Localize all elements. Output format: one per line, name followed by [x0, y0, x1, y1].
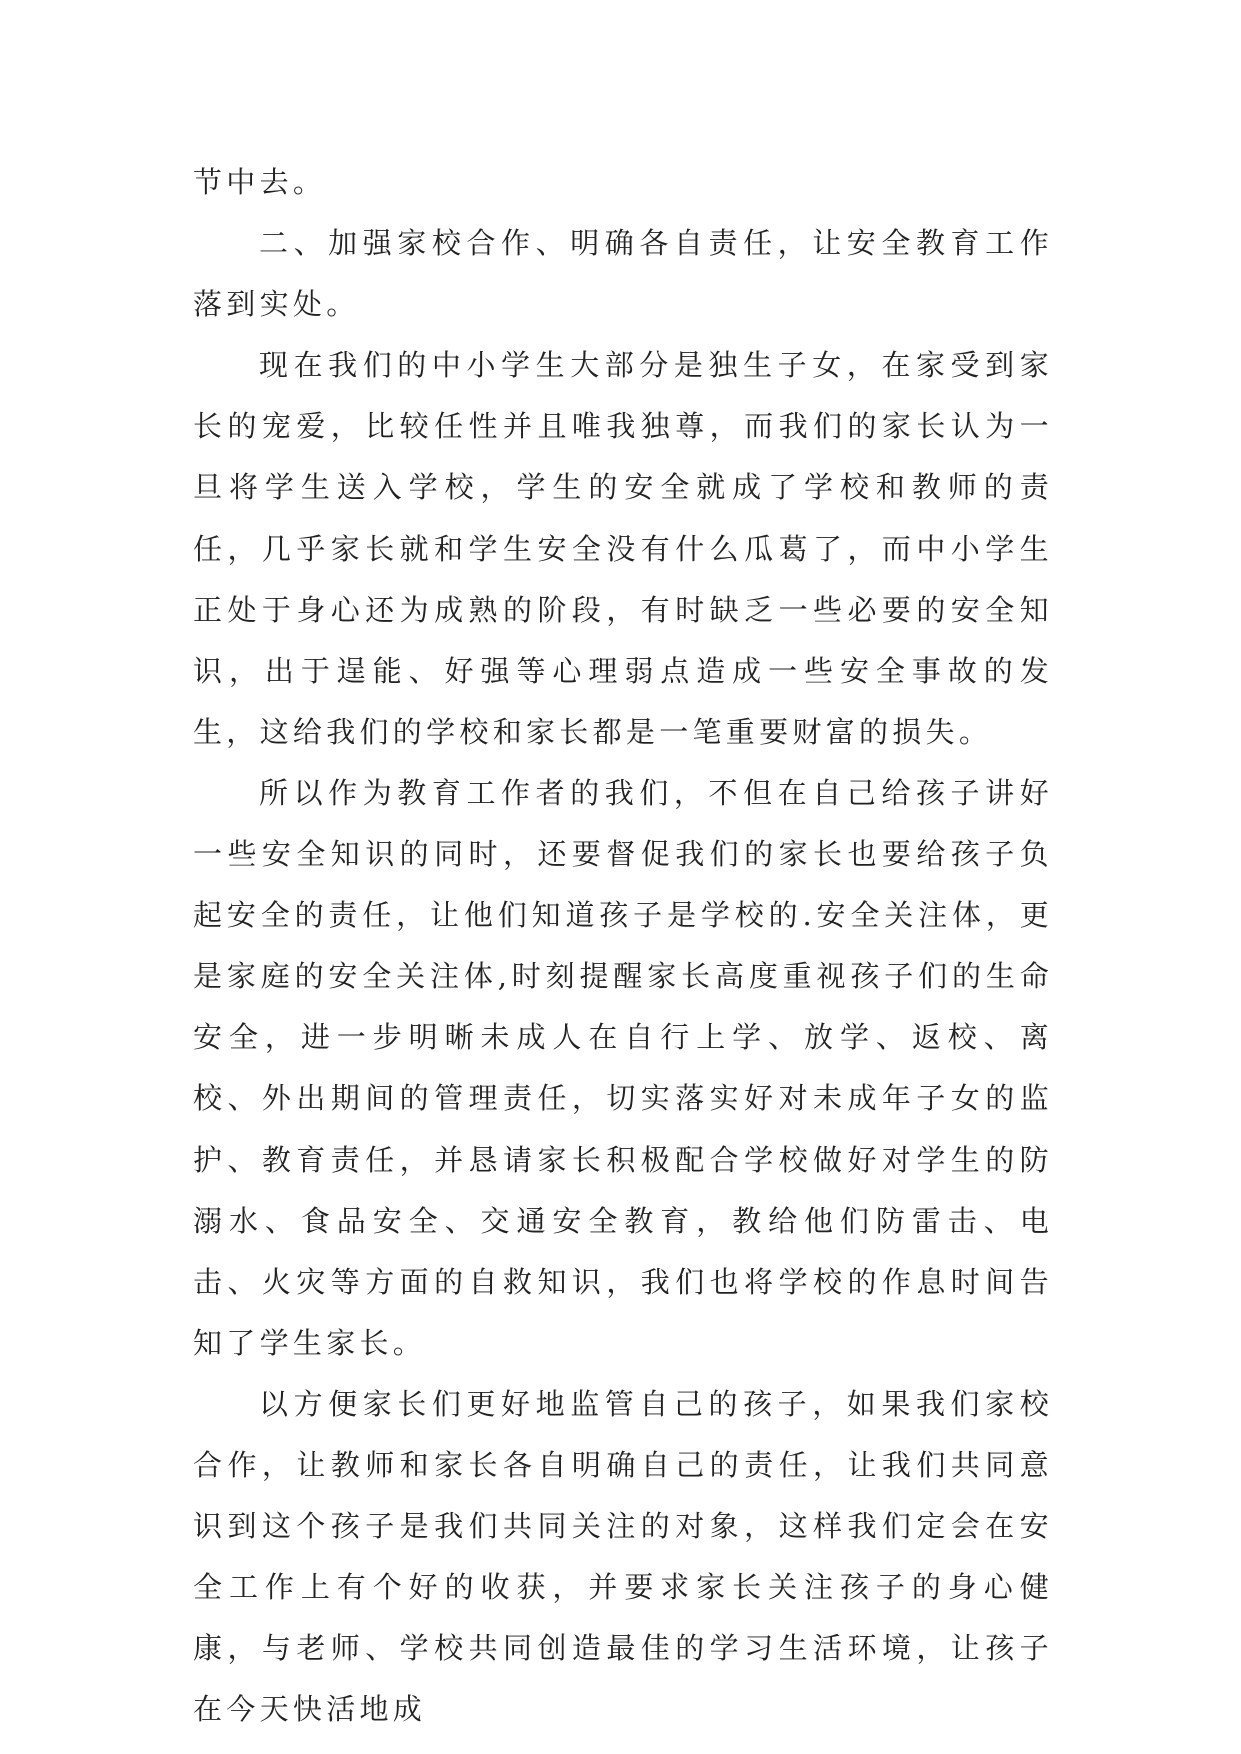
paragraph-continuation: 节中去。: [193, 165, 327, 199]
paragraph-shared-responsibility: 以方便家长们更好地监管自己的孩子，如果我们家校合作，让教师和家长各自明确自己的责任，让我们共同意识到这个孩子是我们共同关注的对象，这样我们定会在安全工作上有个好的收获，并要求家长关注孩子的身心健康，与老师、学校共同创造最佳的学习生活环境，让孩子在今天快活地成: [193, 1386, 1053, 1727]
paragraph-educators-responsibility: 所以作为教育工作者的我们，不但在自己给孩子讲好一些安全知识的同时，还要督促我们的家长也要给孩子负起安全的责任，让他们知道孩子是学校的.安全关注体，更是家庭的安全关注体,时刻提醒家长高度重视孩子们的生命安全，进一步明晰未成人在自行上学、放学、返校、离校、外出期间的管理责任，切实落实好对未成年子女的监护、教育责任，并恳请家长积极配合学校做好对学生的防溺水、食品安全、交通安全教育，教给他们防雷击、电击、火灾等方面的自救知识，我们也将学校的作息时间告知了学生家长。: [193, 775, 1053, 1360]
document-body: [193, 152, 1053, 1740]
paragraph-only-children: 现在我们的中小学生大部分是独生子女，在家受到家长的宠爱，比较任性并且唯我独尊，而我们的家长认为一旦将学生送入学校，学生的安全就成了学校和教师的责任，几乎家长就和学生安全没有什么瓜葛了，而中小学生正处于身心还为成熟的阶段，有时缺乏一些必要的安全知识，出于逞能、好强等心理弱点造成一些安全事故的发生，这给我们的学校和家长都是一笔重要财富的损失。: [193, 348, 1053, 749]
section-heading-home-school-cooperation: 二、加强家校合作、明确各自责任，让安全教育工作落到实处。: [193, 226, 1053, 322]
